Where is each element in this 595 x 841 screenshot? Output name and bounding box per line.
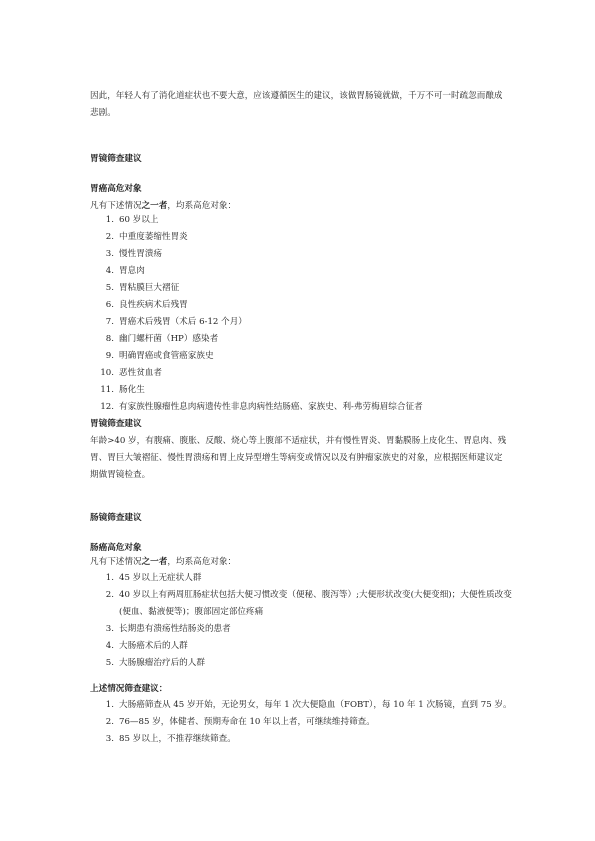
list-item-text: 长期患有溃疡性结肠炎的患者 (119, 624, 231, 634)
list-item-text: 40 岁以上有两周肛肠症状包括大便习惯改变（便秘、腹泻等）;大便形状改变(大便变细)；大便性质改变(便血、黏液便等)；腹部固定部位疼痛 (119, 590, 512, 617)
list-item (90, 348, 515, 365)
list-item-number: 8. (105, 334, 114, 344)
list-item (90, 229, 515, 246)
list-item-number: 2. (105, 717, 114, 727)
list-item-number: 11. (100, 385, 114, 395)
list-item-number: 10. (100, 368, 114, 378)
list-item-number: 6. (105, 300, 114, 310)
list-item-number: 2. (105, 590, 114, 600)
intro-paragraph: 因此，年轻人有了消化道症状也不要大意，应该遵循医生的建议，该做胃肠镜就做，千万不可一时疏忽而酿成悲剧。 (90, 91, 503, 118)
list-item (90, 714, 515, 731)
list-item (90, 331, 515, 348)
list-item (90, 365, 515, 382)
colon-risk-intro: 凡有下述情况之一者，均系高危对象： (90, 557, 237, 567)
list-item-text: 恶性贫血者 (119, 368, 162, 378)
list-item-text: 胃粘膜巨大褶征 (119, 283, 180, 293)
list-item (90, 212, 515, 229)
gastro-risk-list (90, 212, 515, 416)
list-item-text: 良性疾病术后残胃 (119, 300, 188, 310)
list-item (90, 587, 515, 621)
gastro-section-title: 胃镜筛查建议 (90, 154, 142, 164)
list-item-text: 明确胃癌或食管癌家族史 (119, 351, 214, 361)
list-item-text: 肠化生 (119, 385, 145, 395)
list-item-number: 3. (105, 624, 114, 634)
list-item (90, 621, 515, 638)
colon-risk-title: 肠癌高危对象 (90, 543, 142, 553)
list-item-number: 5. (105, 283, 114, 293)
list-item-number: 1. (105, 700, 114, 710)
list-item-text: 76—85 岁，体健者、预期寿命在 10 年以上者，可继续维持筛查。 (119, 717, 375, 727)
list-item-text: 幽门螺杆菌（HP）感染者 (119, 334, 219, 344)
list-item-text: 中重度萎缩性胃炎 (119, 232, 188, 242)
list-item-number: 3. (105, 249, 114, 259)
list-item-text: 60 岁以上 (119, 215, 159, 225)
list-item-number: 4. (105, 266, 114, 276)
gastro-risk-title: 胃癌高危对象 (90, 184, 142, 194)
list-item-number: 12. (100, 402, 114, 412)
list-item (90, 246, 515, 263)
list-item-text: 大肠癌筛查从 45 岁开始，无论男女，每年 1 次大便隐血（FOBT），每 10 年 1 次肠镜，直到 75 岁。 (119, 700, 512, 710)
list-item (90, 263, 515, 280)
list-item (90, 297, 515, 314)
list-item-text: 胃息肉 (119, 266, 145, 276)
list-item (90, 731, 515, 748)
colon-section-title: 肠镜筛查建议 (90, 513, 142, 523)
colon-risk-list (90, 570, 515, 672)
list-item-number: 1. (105, 573, 114, 583)
list-item-text: 大肠癌术后的人群 (119, 641, 188, 651)
colon-screen-list (90, 697, 515, 748)
list-item-number: 5. (105, 658, 114, 668)
list-item-number: 2. (105, 232, 114, 242)
list-item-text: 45 岁以上无症状人群 (119, 573, 202, 583)
list-item-text: 有家族性腺瘤性息肉病遗传性非息肉病性结肠癌、家族史、利-弗劳梅眉综合征者 (119, 402, 423, 412)
list-item (90, 570, 515, 587)
gastro-screen-title: 胃镜筛查建议 (90, 419, 142, 429)
gastro-risk-intro: 凡有下述情况之一者，均系高危对象： (90, 201, 237, 211)
list-item (90, 697, 515, 714)
list-item (90, 382, 515, 399)
list-item (90, 655, 515, 672)
list-item-number: 1. (105, 215, 114, 225)
list-item (90, 399, 515, 416)
list-item-number: 7. (105, 317, 114, 327)
list-item-text: 慢性胃溃疡 (119, 249, 162, 259)
list-item (90, 314, 515, 331)
list-item-number: 4. (105, 641, 114, 651)
list-item (90, 280, 515, 297)
list-item-text: 大肠腺瘤治疗后的人群 (119, 658, 205, 668)
list-item-text: 85 岁以上，不推荐继续筛查。 (119, 734, 236, 744)
list-item-number: 9. (105, 351, 114, 361)
list-item-number: 3. (105, 734, 114, 744)
list-item (90, 638, 515, 655)
gastro-screen-text: 年龄>40 岁，有腹痛、腹胀、反酸、烧心等上腹部不适症状，并有慢性胃炎、胃黏膜肠上皮化生、胃息肉、残胃、胃巨大皱褶征、慢性胃溃疡和胃上皮异型增生等病变或情况以及有肿瘤家族史的对象，应根据医师建议定期做胃镜检查。 (90, 436, 507, 480)
list-item-text: 胃癌术后残胃（术后 6-12 个月） (119, 317, 247, 327)
colon-screen-title: 上述情况筛查建议： (90, 684, 168, 694)
